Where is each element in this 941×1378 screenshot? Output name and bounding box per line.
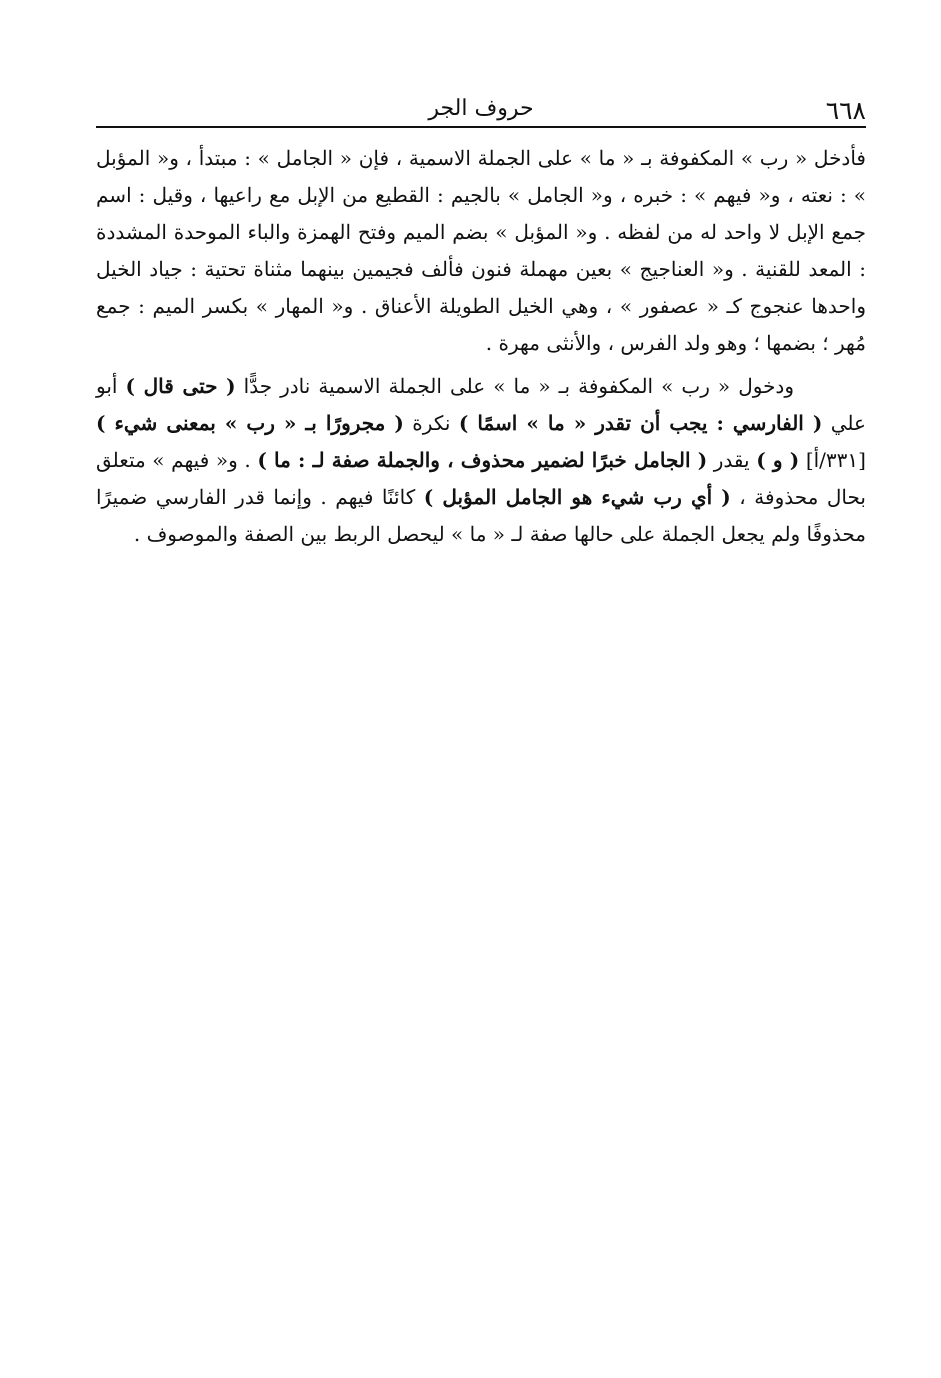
text-segment: [٣٣١/أ] [799,448,866,472]
bold-text-segment: ( أي رب شيء هو الجامل المؤبل ) [423,485,731,509]
bold-text-segment: ( و ) [756,448,800,472]
bold-text-segment: ( الجامل خبرًا لضمير محذوف ، والجملة صفة لـ : ما ) [257,448,708,472]
header-rule [96,126,866,128]
text-segment: أبو علي [96,374,866,435]
page-header [96,92,866,126]
text-segment: ودخول « رب » المكفوفة بـ « ما » على الجملة الاسمية نادر جدًّا [235,374,795,398]
page-number: ٦٦٨ [825,96,866,125]
paragraph [96,368,866,553]
text-segment: نكرة [403,411,459,435]
text-segment: يقدر [707,448,757,472]
bold-text-segment: ( حتى قال ) [125,374,236,398]
text-segment: كائنًا فيهم . وإنما قدر الفارسي ضميرًا محذوفًا ولم يجعل الجملة على حالها صفة لـ « ما » ليحصل الربط بين الصفة والموصوف . [96,485,866,546]
running-title: حروف الجر [428,96,534,121]
bold-text-segment: ( الفارسي : يجب أن تقدر « ما » اسمًا ) [458,411,823,435]
text-segment: . و« فيهم » متعلق بحال محذوفة ، [96,448,866,509]
paragraph [96,140,866,362]
bold-text-segment: ( مجرورًا بـ « رب » بمعنى شيء ) [96,411,404,435]
text-segment: فأدخل « رب » المكفوفة بـ « ما » على الجملة الاسمية ، فإن « الجامل » : مبتدأ ، و« المؤبل » : نعته ، و« فيهم » : خبره ، و« الجامل » بالجيم : القطيع من الإبل مع راعيها ، وقيل : اسم جمع الإبل لا واحد له من لفظه . و« المؤبل » بضم الميم وفتح الهمزة والباء الموحدة المشددة : المعد للقنية . و« العناجيج » بعين مهملة فنون فألف فجيمين بينهما مثناة تحتية : جياد الخيل واحدها عنجوج كـ « عصفور » ، وهي الخيل الطويلة الأعناق . و« المهار » بكسر الميم : جمع مُهر ؛ بضمها ؛ وهو ولد الفرس ، والأنثى مهرة . [96,146,866,355]
body-text [96,140,866,553]
